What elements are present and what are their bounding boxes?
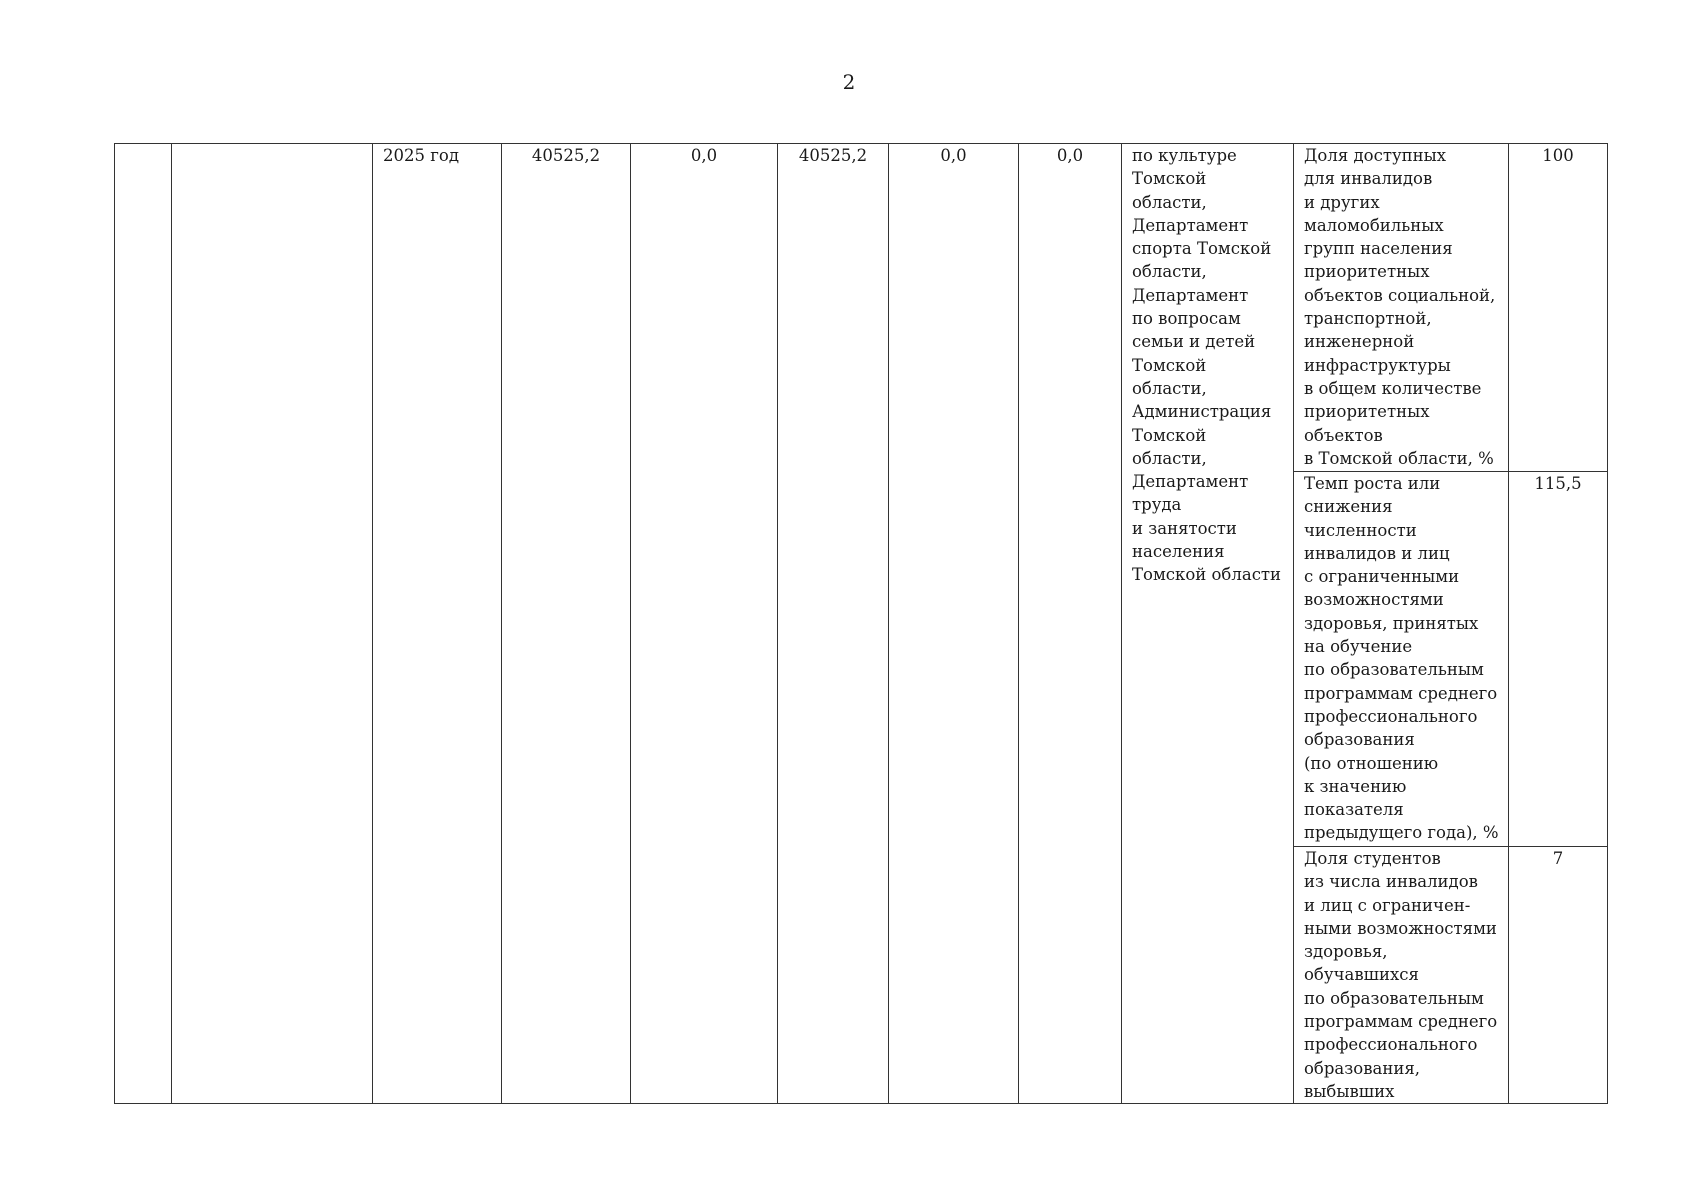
program-table [114, 143, 1608, 1104]
period-cell: 2025 год [373, 144, 502, 1104]
indicator-value-cell: 100 [1509, 144, 1608, 472]
indicator-value-cell: 115,5 [1509, 472, 1608, 847]
total-value-cell: 40525,2 [502, 144, 631, 1104]
executors-cell: по культуре Томской области, Департамент спорта Томской области, Департамент по вопросам семьи и детей Томской области, Администрация Томской области, Департамент труда и занятости населения Томской области [1122, 144, 1294, 1104]
federal-budget-cell: 0,0 [631, 144, 778, 1104]
row-number-cell [115, 144, 172, 1104]
other-sources-cell: 0,0 [1019, 144, 1122, 1104]
local-budget-cell: 0,0 [889, 144, 1019, 1104]
table-row [115, 144, 1608, 472]
indicator-name-cell: Доля студентов из числа инвалидов и лиц с ограничен- ными возможностями здоровья, обучавшихся по образовательным программам среднего профессионального образования, выбывших [1294, 847, 1509, 1104]
task-name-cell [172, 144, 373, 1104]
indicator-value-cell: 7 [1509, 847, 1608, 1104]
regional-budget-cell: 40525,2 [778, 144, 889, 1104]
indicator-name-cell: Доля доступных для инвалидов и других маломобильных групп населения приоритетных объектов социальной, транспортной, инженерной инфраструктуры в общем количестве приоритетных объектов в Томской области, % [1294, 144, 1509, 472]
page-number: 2 [842, 70, 856, 94]
indicator-name-cell: Темп роста или снижения численности инвалидов и лиц с ограниченными возможностями здоровья, принятых на обучение по образовательным программам среднего профессионального образования (по отношению к значению показателя предыдущего года), % [1294, 472, 1509, 847]
